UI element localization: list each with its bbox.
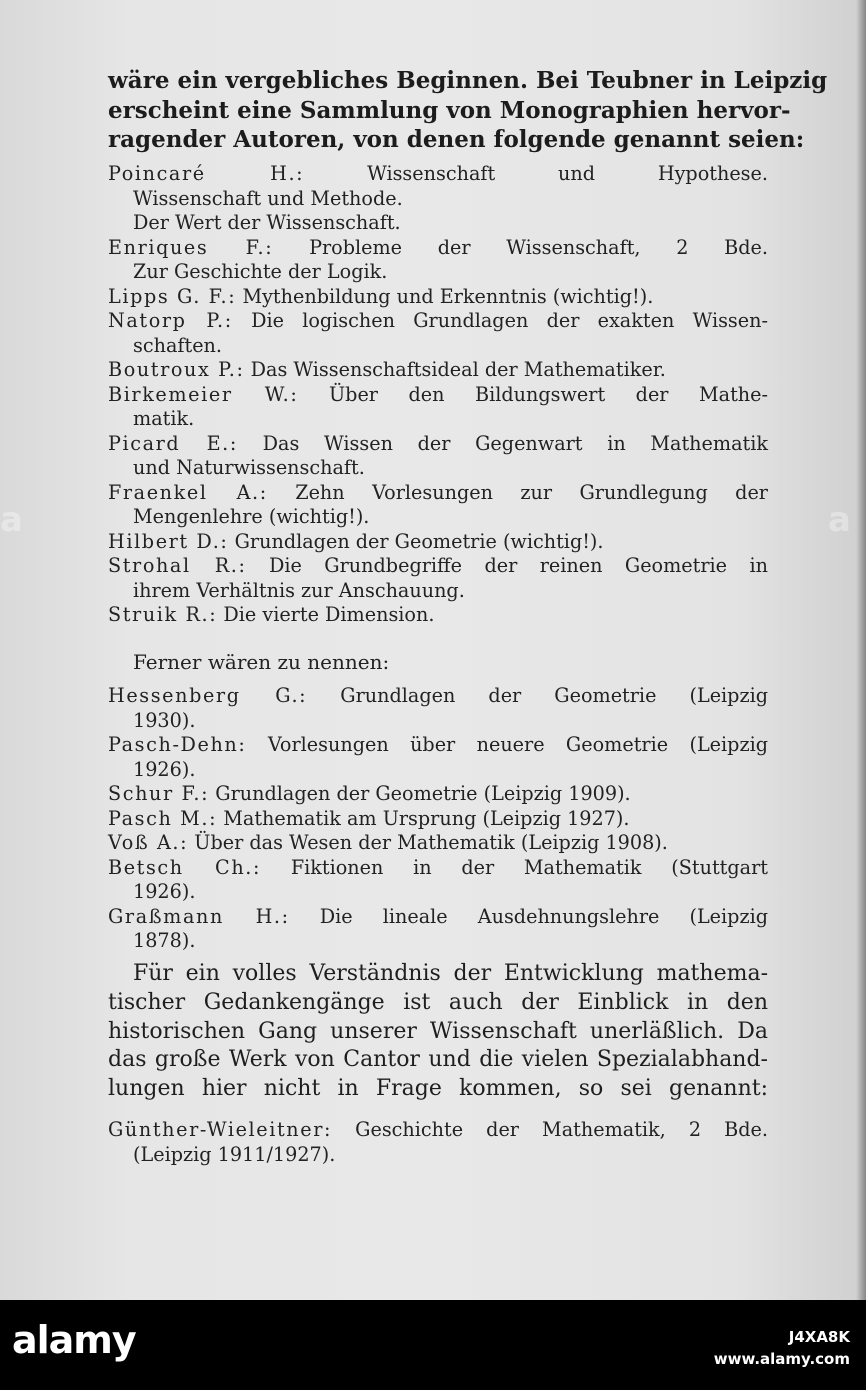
reference-author: Pasch-Dehn: [108, 733, 247, 756]
reference-title: Die lineale Ausdehnungslehre (Leipzig [319, 904, 768, 928]
reference-continuation: und Naturwissenschaft. [133, 456, 365, 479]
reference-continuation: 1930). [133, 708, 196, 732]
reference-entry [108, 554, 768, 603]
reference-title: Grundlagen der Geometrie (Leipzig 1909). [215, 782, 631, 805]
reference-continuation: 1926). [133, 757, 196, 781]
final-reference [108, 1118, 768, 1167]
watermark: a [828, 500, 851, 540]
reference-title: Über den Bildungswert der Mathe- [328, 382, 768, 406]
reference-entry [108, 309, 768, 358]
reference-author: Hilbert D.: [108, 529, 229, 553]
reference-entry [108, 684, 768, 733]
reference-title: Die logischen Grundlagen der exakten Wissen- [251, 309, 768, 332]
reference-author: Natorp P.: [108, 309, 233, 332]
reference-entry [108, 733, 768, 782]
reference-title: Vorlesungen über neuere Geometrie (Leipzig [267, 733, 768, 756]
reference-entry [108, 383, 768, 432]
reference-title: Über das Wesen der Mathematik (Leipzig 1908). [194, 831, 668, 854]
reference-author: Pasch M.: [108, 806, 218, 830]
reference-title: Grundlagen der Geometrie (wichtig!). [234, 529, 604, 553]
reference-author: Schur F.: [108, 782, 210, 805]
reference-author: Lipps G. F.: [108, 284, 237, 308]
reference-entry [108, 831, 768, 856]
reference-author: Strohal R.: [108, 554, 247, 577]
reference-title: Mythenbildung und Erkenntnis (wichtig!). [242, 284, 654, 308]
reference-author: Poincaré H.: [108, 162, 305, 185]
reference-continuation: schaften. [133, 333, 223, 357]
intro-paragraph [108, 66, 828, 155]
reference-continuation: (Leipzig 1911/1927). [133, 1142, 336, 1166]
image-info [714, 1326, 850, 1370]
reference-author: Struik R.: [108, 603, 218, 626]
reference-entry [108, 285, 768, 310]
reference-entry [108, 1118, 768, 1167]
intro-line: ragender Autoren, von denen folgende genannt seien: [108, 126, 805, 153]
reference-title: Das Wissen der Gegenwart in Mathematik [262, 431, 769, 455]
reference-title: Das Wissenschaftsideal der Mathematiker. [250, 358, 666, 381]
reference-list-monographs [108, 162, 768, 628]
reference-entry [108, 236, 768, 285]
reference-continuation: Der Wert der Wissenschaft. [133, 211, 401, 234]
reference-continuation: 1926). [133, 880, 196, 903]
reference-continuation: Zur Geschichte der Logik. [133, 260, 388, 283]
reference-entry [108, 603, 768, 628]
reference-entry [108, 807, 768, 832]
reference-entry [108, 856, 768, 905]
reference-author: Boutroux P.: [108, 358, 245, 381]
reference-title: Probleme der Wissenschaft, 2 Bde. [309, 235, 768, 259]
reference-author: Voß A.: [108, 831, 189, 854]
reference-continuation: Wissenschaft und Methode. [133, 186, 403, 210]
closing-line: das große Werk von Cantor und die vielen Spezialabhand- [108, 1047, 768, 1073]
reference-continuation: ihrem Verhältnis zur Anschauung. [133, 578, 465, 602]
reference-author: Enriques F.: [108, 235, 274, 259]
closing-line: Für ein volles Verständnis der Entwicklung mathema- [133, 961, 768, 986]
reference-title: Geschichte der Mathematik, 2 Bde. [355, 1118, 768, 1141]
reference-entry [108, 162, 768, 236]
reference-author: Picard E.: [108, 431, 238, 455]
reference-entry [108, 481, 768, 530]
closing-paragraph [108, 960, 768, 1104]
subheading: Ferner wären zu nennen: [133, 650, 390, 674]
watermark: a [0, 500, 23, 540]
reference-title: Die Grundbegriffe der reinen Geometrie in [269, 554, 768, 577]
reference-author: Betsch Ch.: [108, 855, 262, 879]
reference-title: Wissenschaft und Hypothese. [367, 162, 768, 185]
reference-title: Fiktionen in der Mathematik (Stuttgart [290, 855, 768, 879]
reference-entry [108, 358, 768, 383]
reference-title: Mathematik am Ursprung (Leipzig 1927). [223, 806, 630, 830]
alamy-logo: alamy [12, 1318, 136, 1362]
reference-author: Günther-Wieleitner: [108, 1118, 333, 1141]
closing-line: tischer Gedankengänge ist auch der Einblick in den [108, 989, 768, 1015]
intro-line: wäre ein vergebliches Beginnen. Bei Teubner in Leipzig [108, 67, 828, 94]
reference-entry [108, 432, 768, 481]
reference-author: Fraenkel A.: [108, 480, 268, 504]
reference-entry [108, 530, 768, 555]
reference-continuation: 1878). [133, 929, 196, 952]
reference-list-further [108, 684, 768, 954]
reference-continuation: Mengenlehre (wichtig!). [133, 505, 370, 528]
reference-title: Zehn Vorlesungen zur Grundlegung der [295, 480, 768, 504]
intro-line: erscheint eine Sammlung von Monographien hervor- [108, 96, 791, 124]
reference-continuation: matik. [133, 407, 195, 430]
closing-line: lungen hier nicht in Frage kommen, so sei genannt: [108, 1076, 768, 1102]
reference-entry [108, 782, 768, 807]
reference-title: Die vierte Dimension. [223, 603, 435, 626]
closing-line: historischen Gang unserer Wissenschaft unerläßlich. Da [108, 1018, 768, 1044]
reference-author: Graßmann H.: [108, 904, 290, 928]
reference-author: Birkemeier W.: [108, 382, 299, 406]
reference-entry [108, 905, 768, 954]
reference-title: Grundlagen der Geometrie (Leipzig [340, 684, 768, 707]
reference-author: Hessenberg G.: [108, 684, 308, 707]
site-url: www.alamy.com [713, 1350, 850, 1368]
image-id: J4XA8K [788, 1328, 850, 1346]
